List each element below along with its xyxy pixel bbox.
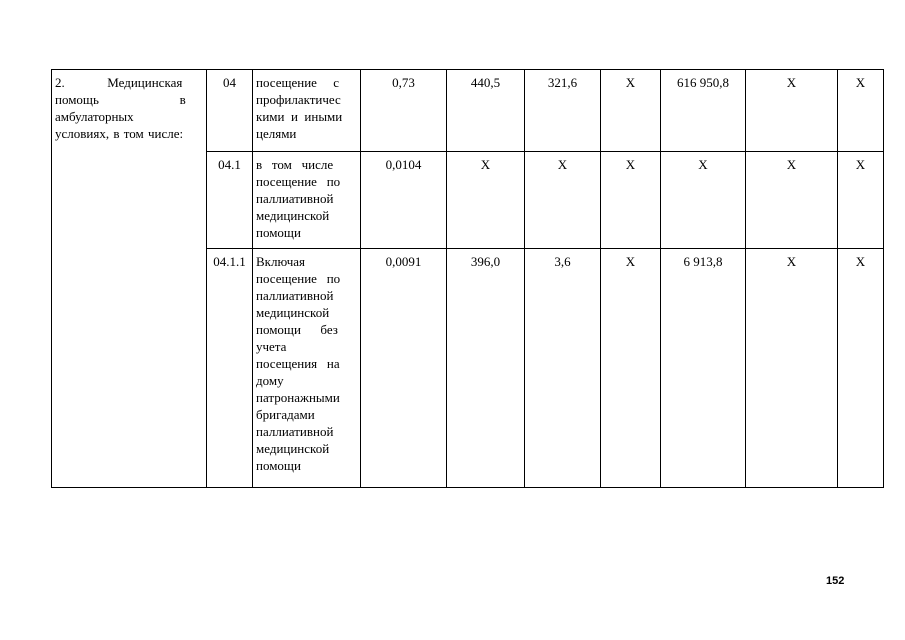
value-cell: 0,0104	[361, 152, 447, 249]
row-description: посещение с профилактичес кими и иными целями	[253, 70, 361, 152]
row-code: 04	[207, 70, 253, 152]
section-line: помощь в	[55, 92, 186, 107]
value-cell: X	[838, 249, 884, 488]
value-cell: 0,0091	[361, 249, 447, 488]
value-cell: 440,5	[447, 70, 525, 152]
row-code: 04.1.1	[207, 249, 253, 488]
value-cell: 616 950,8	[661, 70, 746, 152]
value-cell: 3,6	[525, 249, 601, 488]
value-cell: X	[746, 249, 838, 488]
value-cell: X	[601, 152, 661, 249]
value-cell: X	[746, 152, 838, 249]
value-cell: X	[525, 152, 601, 249]
value-cell: X	[661, 152, 746, 249]
table-row	[52, 70, 884, 152]
value-cell: X	[601, 70, 661, 152]
value-cell: X	[746, 70, 838, 152]
page-number: 152	[826, 575, 845, 587]
budget-table	[51, 69, 884, 488]
value-cell: X	[447, 152, 525, 249]
section-title-cell	[52, 70, 207, 488]
row-description: Включая посещение по паллиативной медицинской помощи без учета посещения на дому патронажными бригадами паллиативной медицинской помощи	[253, 249, 361, 488]
value-cell: X	[838, 70, 884, 152]
value-cell: 6 913,8	[661, 249, 746, 488]
section-line: 2. Медицинская	[55, 75, 183, 90]
value-cell: 396,0	[447, 249, 525, 488]
section-line: амбулаторных	[55, 109, 134, 124]
value-cell: X	[601, 249, 661, 488]
row-code: 04.1	[207, 152, 253, 249]
row-description: в том числе посещение по паллиативной медицинской помощи	[253, 152, 361, 249]
section-line: условиях, в том числе:	[55, 126, 184, 141]
value-cell: 0,73	[361, 70, 447, 152]
value-cell: 321,6	[525, 70, 601, 152]
value-cell: X	[838, 152, 884, 249]
